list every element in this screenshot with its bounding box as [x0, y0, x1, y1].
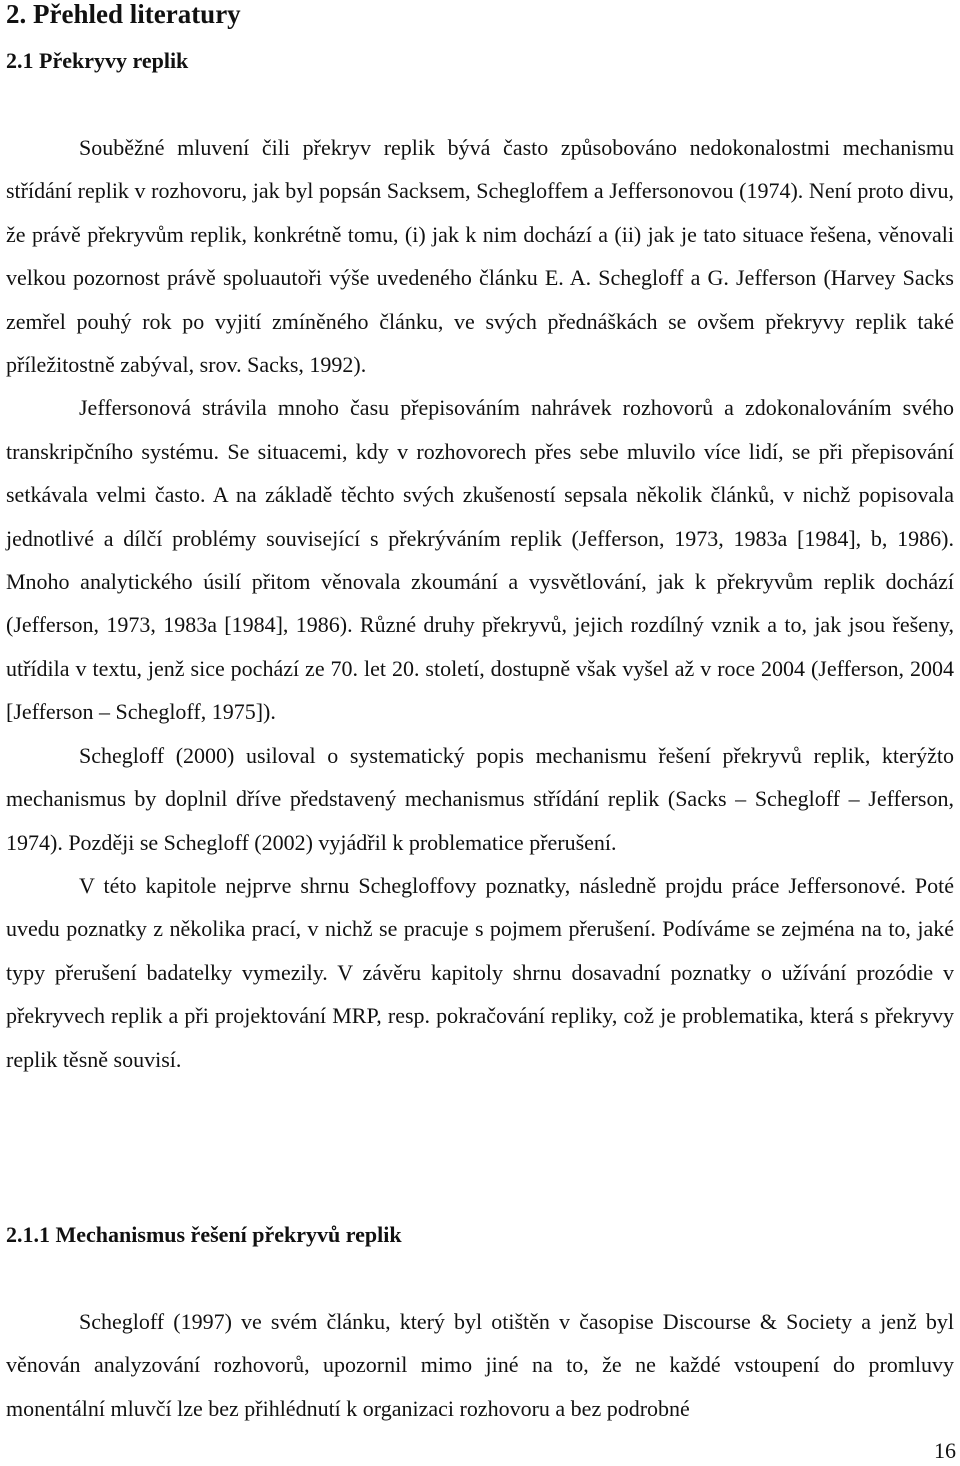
- paragraph-overlap-intro: Souběžné mluvení čili překryv replik bývá často způsobováno nedokonalostmi mechanismu střídání replik v rozhovoru, jak byl popsán Sacksem, Schegloffem a Jeffersonovou (1974). Není proto divu, že právě překryvům replik, konkrétně tomu, (i) jak k nim dochází a (ii) jak je tato situace řešena, věnovali velkou pozornost právě spoluautoři výše uvedeného článku E. A. Schegloff a G. Jefferson (Harvey Sacks zemřel pouhý rok po vyjití zmíněného článku, ve svých přednáškách se ovšem překryvy replik také příležitostně zabýval, srov. Sacks, 1992).: [6, 135, 954, 378]
- section-body: [6, 126, 954, 1081]
- subsection-heading: 2.1.1 Mechanismus řešení překryvů replik: [6, 1222, 402, 1247]
- section-heading: 2.1 Překryvy replik: [6, 48, 189, 73]
- chapter-heading: 2. Přehled literatury: [6, 0, 241, 29]
- paragraph-schegloff-1997: Schegloff (1997) ve svém článku, který byl otištěn v časopise Discourse & Society a jenž byl věnován analyzování rozhovorů, upozornil mimo jiné na to, že ne každé vstoupení do promluvy monentální mluvčí lze bez přihlédnutí k organizaci rozhovoru a bez podrobné: [6, 1309, 954, 1421]
- subsection-body: [6, 1300, 954, 1430]
- paragraph-chapter-outline: V této kapitole nejprve shrnu Schegloffovy poznatky, následně projdu práce Jeffersonové. Poté uvedu poznatky z několika prací, v nichž se pracuje s pojmem přerušení. Podíváme se zejména na to, jaké typy přerušení badatelky vymezily. V závěru kapitoly shrnu dosavadní poznatky o užívání prozódie v překryvech replik a při projektování MRP, resp. pokračování repliky, což je problematika, která s překryvy replik těsně souvisí.: [6, 872, 954, 1072]
- paragraph-schegloff: Schegloff (2000) usiloval o systematický popis mechanismu řešení překryvů replik, kterýžto mechanismus by doplnil dříve představený mechanismus střídání replik (Sacks – Schegloff – Jefferson, 1974). Později se Schegloff (2002) vyjádřil k problematice přerušení.: [6, 742, 954, 855]
- page-number: 16: [934, 1438, 956, 1463]
- paragraph-jefferson: Jeffersonová strávila mnoho času přepisováním nahrávek rozhovorů a zdokonalováním svého transkripčního systému. Se situacemi, kdy v rozhovorech přes sebe mluvilo více lidí, se při přepisování setkávala velmi často. A na základě těchto svých zkušeností sepsala několik článků, v nichž popisovala jednotlivé a dílčí problémy související s překrýváním replik (Jefferson, 1973, 1983a [1984], b, 1986). Mnoho analytického úsilí přitom věnovala zkoumání a vysvětlování, jak k překryvům replik dochází (Jefferson, 1973, 1983a [1984], 1986). Různé druhy překryvů, jejich rozdílný vznik a to, jak jsou řešeny, utřídila v textu, jenž sice pochází ze 70. let 20. století, dostupně však vyšel až v roce 2004 (Jefferson, 2004 [Jefferson – Schegloff, 1975]).: [6, 395, 954, 725]
